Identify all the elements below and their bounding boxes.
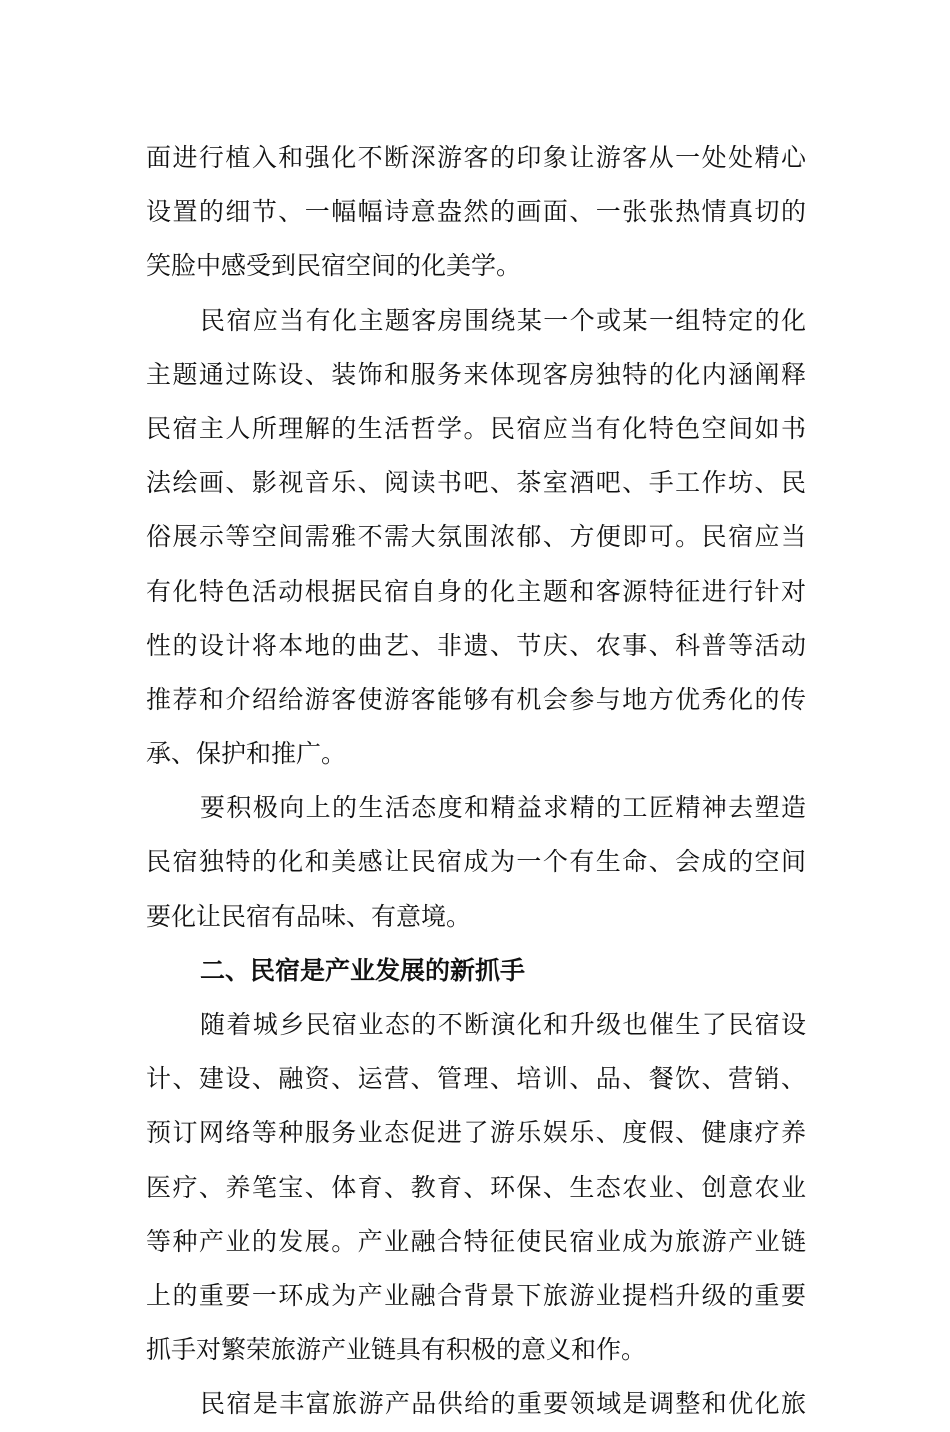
text-line: 笑脸中感受到民宿空间的化美学。 xyxy=(146,251,522,281)
text-line: 抓手对繁荣旅游产业链具有积极的意义和作。 xyxy=(146,1335,647,1365)
text-line: 俗展示等空间需雅不需大氛围浓郁、方便即可。民宿应当 xyxy=(146,522,806,552)
text-line: 主题通过陈设、装饰和服务来体现客房独特的化内涵阐释 xyxy=(146,359,806,389)
text-line: 法绘画、影视音乐、阅读书吧、茶室酒吧、手工作坊、民 xyxy=(146,468,806,498)
paragraph-first-line: 民宿应当有化主题客房围绕某一个或某一组特定的化 xyxy=(200,305,806,335)
text-line: 要化让民宿有品味、有意境。 xyxy=(146,901,472,931)
text-line: 有化特色活动根据民宿自身的化主题和客源特征进行针对 xyxy=(146,576,806,606)
text-line: 推荐和介绍给游客使游客能够有机会参与地方优秀化的传 xyxy=(146,684,806,714)
paragraph-first-line: 要积极向上的生活态度和精益求精的工匠精神去塑造 xyxy=(200,793,806,823)
document-body xyxy=(146,131,806,1432)
paragraph-first-line: 随着城乡民宿业态的不断演化和升级也催生了民宿设 xyxy=(200,1010,806,1039)
text-line: 民宿独特的化和美感让民宿成为一个有生命、会成的空间 xyxy=(146,847,806,877)
text-line: 预订网络等种服务业态促进了游乐娱乐、度假、健康疗养 xyxy=(146,1118,806,1148)
text-line: 性的设计将本地的曲艺、非遗、节庆、农事、科普等活动 xyxy=(146,630,806,660)
text-line: 面进行植入和强化不断深游客的印象让游客从一处处精心 xyxy=(146,143,806,172)
text-line: 计、建设、融资、运营、管理、培训、品、餐饮、营销、 xyxy=(146,1064,806,1094)
paragraph-first-line: 民宿是丰富旅游产品供给的重要领域是调整和优化旅 xyxy=(200,1389,806,1419)
text-line: 上的重要一环成为产业融合背景下旅游业提档升级的重要 xyxy=(146,1280,806,1310)
text-line: 设置的细节、一幅幅诗意盎然的画面、一张张热情真切的 xyxy=(146,197,806,227)
text-line: 民宿主人所理解的生活哲学。民宿应当有化特色空间如书 xyxy=(146,413,806,443)
text-line: 医疗、养笔宝、体育、教育、环保、生态农业、创意农业 xyxy=(146,1172,806,1202)
section-heading: 二、民宿是产业发展的新抓手 xyxy=(200,955,526,985)
text-line: 等种产业的发展。产业融合特征使民宿业成为旅游产业链 xyxy=(146,1226,806,1256)
text-line: 承、保护和推广。 xyxy=(146,739,347,769)
